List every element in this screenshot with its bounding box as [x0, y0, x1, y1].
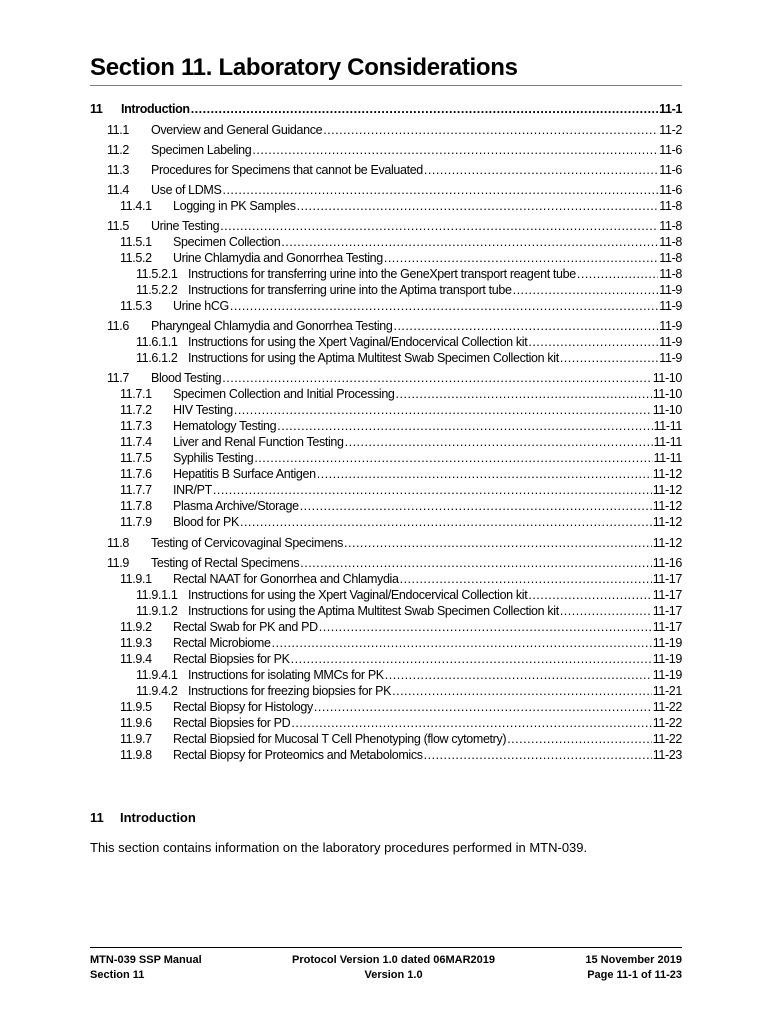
- toc-entry-number: 11.9.6: [120, 716, 152, 730]
- toc-entry-page: 11-17: [652, 604, 682, 618]
- page-footer: [90, 947, 682, 983]
- toc-entry-page: 11-11: [653, 419, 682, 433]
- toc-entry[interactable]: [90, 748, 682, 764]
- toc-entry-number: 11.6.1.1: [136, 335, 178, 349]
- toc-entry-number: 11.9.7: [120, 732, 152, 746]
- toc-entry-page: 11-9: [659, 335, 682, 349]
- toc-dot-leader: [213, 483, 652, 497]
- toc-entry-page: 11-8: [659, 235, 682, 249]
- toc-entry-page: 11-10: [652, 387, 682, 401]
- footer-date: 15 November 2019: [585, 954, 682, 966]
- toc-dot-leader: [291, 652, 652, 666]
- toc-entry-page: 11-2: [659, 123, 682, 137]
- toc-entry-number: 11.7.1: [120, 387, 152, 401]
- toc-entry-page: 11-11: [653, 451, 682, 465]
- toc-entry-label: Rectal Swab for PK and PD: [173, 620, 318, 634]
- toc-entry[interactable]: [90, 419, 682, 435]
- toc-entry-number: 11: [90, 102, 103, 116]
- toc-entry-label: Testing of Rectal Specimens: [151, 556, 300, 570]
- toc-entry-page: 11-12: [652, 499, 682, 513]
- toc-entry-label: Urine Chlamydia and Gonorrhea Testing: [173, 251, 383, 265]
- toc-entry-label: Hematology Testing: [173, 419, 277, 433]
- toc-entry-number: 11.9.5: [120, 700, 152, 714]
- toc-entry[interactable]: [90, 499, 682, 515]
- toc-entry[interactable]: [90, 620, 682, 636]
- toc-entry[interactable]: [90, 235, 682, 251]
- toc-entry-label: Instructions for using the Aptima Multitest Swab Specimen Collection kit: [188, 604, 559, 618]
- footer-page-number: Page 11-1 of 11-23: [587, 969, 682, 981]
- toc-entry[interactable]: [90, 604, 682, 620]
- toc-entry-label: Liver and Renal Function Testing: [173, 435, 344, 449]
- toc-entry-page: 11-22: [652, 732, 682, 746]
- toc-dot-leader: [393, 319, 658, 333]
- toc-entry[interactable]: [90, 335, 682, 351]
- toc-dot-leader: [230, 299, 658, 313]
- toc-entry-number: 11.9.1: [120, 572, 152, 586]
- toc-entry-label: Rectal Biopsy for Proteomics and Metabolomics: [173, 748, 423, 762]
- heading-text: Introduction: [120, 810, 196, 825]
- toc-entry[interactable]: [90, 636, 682, 652]
- toc-entry-label: Instructions for using the Aptima Multitest Swab Specimen Collection kit: [188, 351, 559, 365]
- toc-dot-leader: [281, 235, 658, 249]
- toc-entry-page: 11-16: [652, 556, 682, 570]
- toc-entry[interactable]: [90, 319, 682, 335]
- toc-entry[interactable]: [90, 572, 682, 588]
- toc-entry-page: 11-12: [652, 483, 682, 497]
- toc-entry-page: 11-6: [659, 163, 682, 177]
- toc-entry-number: 11.9.4: [120, 652, 152, 666]
- toc-entry-number: 11.9.4.2: [136, 684, 178, 698]
- toc-entry[interactable]: [90, 668, 682, 684]
- toc-entry-label: Specimen Labeling: [151, 143, 252, 157]
- toc-dot-leader: [254, 451, 652, 465]
- toc-entry-page: 11-10: [652, 403, 682, 417]
- toc-entry-page: 11-9: [659, 283, 682, 297]
- toc-entry-label: Instructions for transferring urine into the Aptima transport tube: [188, 283, 512, 297]
- toc-entry-page: 11-9: [659, 319, 682, 333]
- toc-entry-number: 11.9.3: [120, 636, 152, 650]
- toc-entry[interactable]: [90, 536, 682, 552]
- toc-entry-label: Hepatitis B Surface Antigen: [173, 467, 316, 481]
- toc-entry-label: Rectal Microbiome: [173, 636, 271, 650]
- toc-entry[interactable]: [90, 467, 682, 483]
- toc-entry-number: 11.5.1: [120, 235, 152, 249]
- toc-entry-page: 11-9: [659, 351, 682, 365]
- toc-entry[interactable]: [90, 435, 682, 451]
- toc-entry-number: 11.9.2: [120, 620, 152, 634]
- toc-entry-page: 11-11: [653, 435, 682, 449]
- toc-entry[interactable]: [90, 732, 682, 748]
- toc-dot-leader: [240, 515, 652, 529]
- toc-dot-leader: [300, 556, 651, 570]
- toc-entry-label: Overview and General Guidance: [151, 123, 323, 137]
- footer-version: Version 1.0: [364, 969, 423, 981]
- toc-dot-leader: [424, 163, 658, 177]
- toc-entry-page: 11-8: [659, 251, 682, 265]
- toc-entry[interactable]: [90, 351, 682, 367]
- toc-dot-leader: [385, 668, 652, 682]
- toc-entry-label: Instructions for isolating MMCs for PK: [188, 668, 384, 682]
- toc-dot-leader: [297, 199, 659, 213]
- toc-entry-label: Plasma Archive/Storage: [173, 499, 299, 513]
- toc-entry-number: 11.5.2.1: [136, 267, 178, 281]
- toc-entry-page: 11-23: [652, 748, 682, 762]
- toc-entry[interactable]: [90, 403, 682, 419]
- toc-dot-leader: [528, 335, 658, 349]
- footer-protocol-version: Protocol Version 1.0 dated 06MAR2019: [292, 954, 495, 966]
- toc-entry-page: 11-19: [652, 668, 682, 682]
- toc-entry[interactable]: [90, 183, 682, 199]
- toc-entry-page: 11-6: [659, 143, 682, 157]
- toc-entry-label: Rectal NAAT for Gonorrhea and Chlamydia: [173, 572, 399, 586]
- toc-entry-page: 11-19: [652, 636, 682, 650]
- toc-entry-label: Procedures for Specimens that cannot be Evaluated: [151, 163, 423, 177]
- introduction-heading: [90, 810, 196, 825]
- toc-dot-leader: [392, 684, 652, 698]
- toc-entry[interactable]: [90, 283, 682, 299]
- toc-entry-page: 11-12: [652, 467, 682, 481]
- toc-entry-page: 11-12: [652, 515, 682, 529]
- toc-entry[interactable]: [90, 716, 682, 732]
- toc-entry-label: Instructions for transferring urine into the GeneXpert transport reagent tube: [188, 267, 576, 281]
- toc-entry-number: 11.7.9: [120, 515, 152, 529]
- toc-entry-number: 11.5.2.2: [136, 283, 178, 297]
- toc-entry-label: Use of LDMS: [151, 183, 222, 197]
- toc-dot-leader: [560, 604, 652, 618]
- toc-entry-label: Introduction: [121, 102, 190, 116]
- toc-entry-number: 11.9: [107, 556, 130, 570]
- toc-entry-number: 11.5: [107, 219, 130, 233]
- toc-entry[interactable]: [90, 123, 682, 139]
- toc-entry-page: 11-8: [659, 219, 682, 233]
- toc-entry-label: Rectal Biopsied for Mucosal T Cell Phenotyping (flow cytometry): [173, 732, 507, 746]
- toc-entry-label: Blood for PK: [173, 515, 239, 529]
- toc-entry-label: Rectal Biopsy for Histology: [173, 700, 313, 714]
- toc-dot-leader: [577, 267, 658, 281]
- toc-entry[interactable]: [90, 267, 682, 283]
- footer-center: [292, 953, 495, 983]
- heading-number: 11: [90, 810, 104, 825]
- toc-entry-number: 11.2: [107, 143, 130, 157]
- toc-dot-leader: [424, 748, 652, 762]
- intro-paragraph: This section contains information on the laboratory procedures performed in MTN-039.: [90, 840, 588, 855]
- toc-entry-label: HIV Testing: [173, 403, 233, 417]
- toc-dot-leader: [317, 467, 652, 481]
- toc-dot-leader: [272, 636, 652, 650]
- toc-entry-page: 11-17: [652, 588, 682, 602]
- toc-dot-leader: [277, 419, 652, 433]
- toc-entry-number: 11.4.1: [120, 199, 152, 213]
- toc-entry-label: Syphilis Testing: [173, 451, 254, 465]
- footer-right: [585, 953, 682, 983]
- toc-entry[interactable]: [90, 515, 682, 531]
- toc-entry-page: 11-1: [659, 102, 682, 116]
- toc-entry[interactable]: [90, 102, 682, 118]
- toc-entry-number: 11.7.3: [120, 419, 152, 433]
- footer-manual: MTN-039 SSP Manual: [90, 954, 202, 966]
- toc-dot-leader: [400, 572, 652, 586]
- toc-dot-leader: [396, 387, 652, 401]
- toc-entry-number: 11.6: [107, 319, 130, 333]
- toc-entry-label: Specimen Collection: [173, 235, 281, 249]
- toc-dot-leader: [222, 183, 658, 197]
- toc-entry-number: 11.9.8: [120, 748, 152, 762]
- toc-entry-page: 11-12: [652, 536, 682, 550]
- toc-dot-leader: [319, 620, 652, 634]
- toc-entry-label: Specimen Collection and Initial Processing: [173, 387, 395, 401]
- toc-entry-label: Blood Testing: [151, 371, 222, 385]
- toc-entry-label: Testing of Cervicovaginal Specimens: [151, 536, 344, 550]
- toc-dot-leader: [345, 435, 653, 449]
- toc-entry-page: 11-10: [652, 371, 682, 385]
- toc-entry-label: Logging in PK Samples: [173, 199, 296, 213]
- toc-entry-number: 11.7: [107, 371, 130, 385]
- toc-dot-leader: [560, 351, 658, 365]
- toc-entry-page: 11-9: [659, 299, 682, 313]
- toc-entry-number: 11.9.1.1: [136, 588, 178, 602]
- toc-entry-number: 11.1: [107, 123, 130, 137]
- toc-entry-page: 11-8: [659, 199, 682, 213]
- toc-dot-leader: [344, 536, 652, 550]
- toc-entry[interactable]: [90, 556, 682, 572]
- toc-dot-leader: [513, 283, 659, 297]
- toc-entry[interactable]: [90, 219, 682, 235]
- toc-dot-leader: [507, 732, 652, 746]
- toc-entry-label: Urine hCG: [173, 299, 229, 313]
- toc-dot-leader: [300, 499, 652, 513]
- toc-entry[interactable]: [90, 199, 682, 215]
- toc-entry[interactable]: [90, 700, 682, 716]
- toc-dot-leader: [314, 700, 652, 714]
- toc-entry-number: 11.6.1.2: [136, 351, 178, 365]
- toc-entry[interactable]: [90, 299, 682, 315]
- toc-entry-page: 11-22: [652, 700, 682, 714]
- toc-entry-page: 11-19: [652, 652, 682, 666]
- toc-dot-leader: [291, 716, 651, 730]
- toc-entry-label: Urine Testing: [151, 219, 220, 233]
- toc-entry-number: 11.3: [107, 163, 130, 177]
- toc-entry-number: 11.7.7: [120, 483, 152, 497]
- toc-dot-leader: [323, 123, 658, 137]
- toc-entry-number: 11.5.2: [120, 251, 152, 265]
- toc-entry-page: 11-17: [652, 620, 682, 634]
- toc-entry-number: 11.4: [107, 183, 130, 197]
- toc-dot-leader: [222, 371, 651, 385]
- toc-entry-number: 11.9.1.2: [136, 604, 178, 618]
- toc-entry[interactable]: [90, 684, 682, 700]
- toc-entry-number: 11.9.4.1: [136, 668, 178, 682]
- toc-entry-number: 11.7.4: [120, 435, 152, 449]
- toc-entry[interactable]: [90, 483, 682, 499]
- toc-entry-page: 11-8: [659, 267, 682, 281]
- toc-entry[interactable]: [90, 652, 682, 668]
- toc-entry-label: Rectal Biopsies for PK: [173, 652, 290, 666]
- toc-dot-leader: [528, 588, 651, 602]
- toc-entry-label: Instructions for using the Xpert Vaginal/Endocervical Collection kit: [188, 335, 528, 349]
- toc-entry-page: 11-22: [652, 716, 682, 730]
- toc-entry[interactable]: [90, 143, 682, 159]
- toc-dot-leader: [384, 251, 658, 265]
- toc-entry-label: Instructions for freezing biopsies for PK: [188, 684, 392, 698]
- toc-entry-label: Instructions for using the Xpert Vaginal/Endocervical Collection kit: [188, 588, 528, 602]
- toc-dot-leader: [191, 102, 658, 116]
- toc-entry-page: 11-6: [659, 183, 682, 197]
- toc-entry[interactable]: [90, 588, 682, 604]
- toc-entry-label: INR/PT: [173, 483, 212, 497]
- toc-entry[interactable]: [90, 251, 682, 267]
- toc-entry-number: 11.7.6: [120, 467, 152, 481]
- toc-entry-page: 11-17: [652, 572, 682, 586]
- toc-entry-number: 11.7.5: [120, 451, 152, 465]
- toc-entry-label: Rectal Biopsies for PD: [173, 716, 291, 730]
- toc-dot-leader: [234, 403, 652, 417]
- footer-section: Section 11: [90, 969, 145, 981]
- section-title: Section 11. Laboratory Considerations: [90, 54, 682, 86]
- toc-entry[interactable]: [90, 371, 682, 387]
- toc-entry[interactable]: [90, 451, 682, 467]
- toc-entry-number: 11.8: [107, 536, 130, 550]
- toc-dot-leader: [252, 143, 658, 157]
- toc-dot-leader: [220, 219, 658, 233]
- toc-entry[interactable]: [90, 387, 682, 403]
- toc-entry-page: 11-21: [652, 684, 682, 698]
- toc-entry-label: Pharyngeal Chlamydia and Gonorrhea Testing: [151, 319, 393, 333]
- toc-entry-number: 11.7.8: [120, 499, 152, 513]
- toc-entry-number: 11.5.3: [120, 299, 152, 313]
- toc-entry[interactable]: [90, 163, 682, 179]
- toc-entry-number: 11.7.2: [120, 403, 152, 417]
- footer-left: [90, 953, 202, 983]
